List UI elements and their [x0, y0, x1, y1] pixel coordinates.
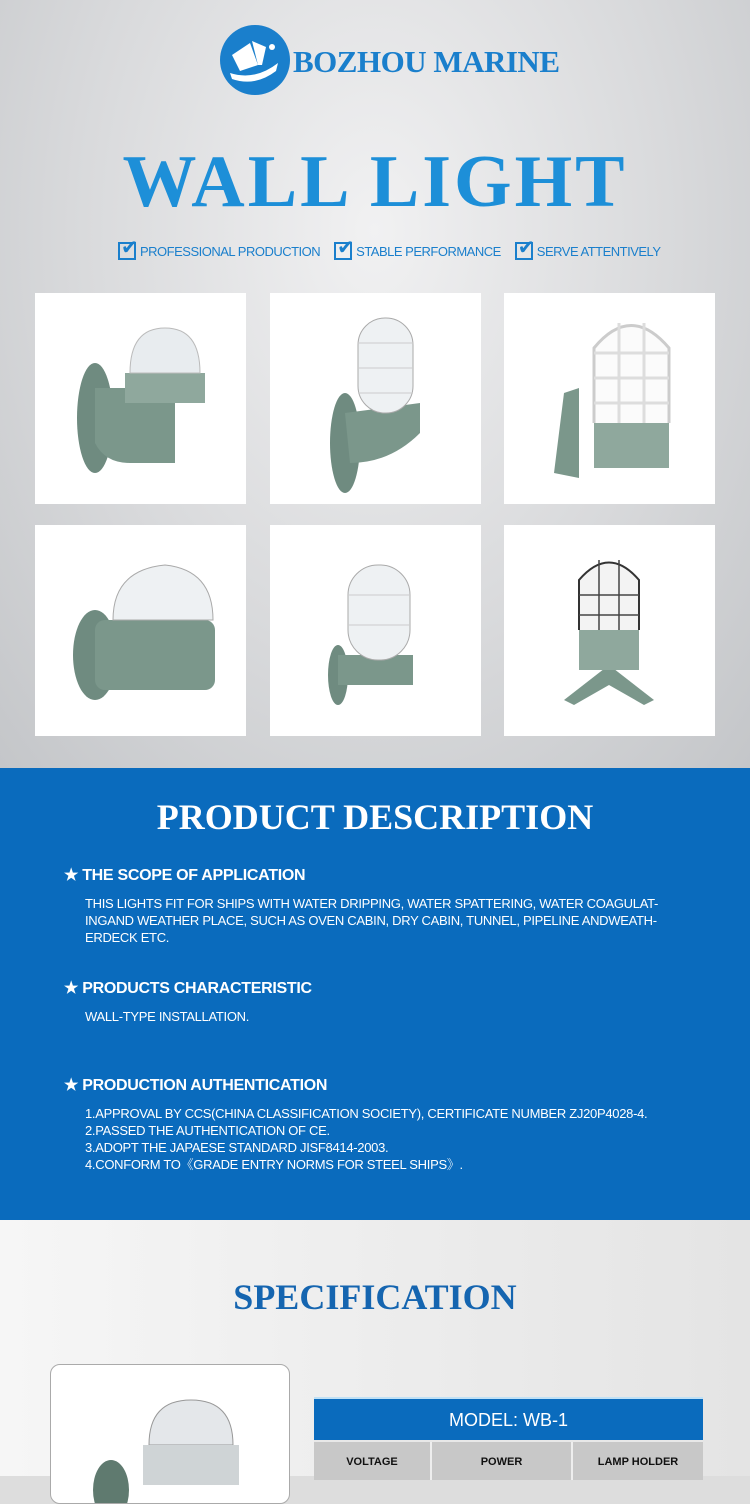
body-line: ERDECK ETC. — [85, 930, 170, 945]
product-description-section — [0, 768, 750, 1220]
section-body — [85, 895, 695, 946]
column-header: POWER — [432, 1442, 573, 1480]
table-header-row — [314, 1440, 703, 1480]
section-heading: ★ THE SCOPE OF APPLICATION — [64, 867, 306, 884]
column-header: VOLTAGE — [314, 1442, 432, 1480]
ship-logo-icon — [220, 25, 290, 95]
feature-item — [118, 242, 320, 260]
specification-section — [0, 1220, 750, 1476]
heading-text: PRODUCTS CHARACTERISTIC — [82, 980, 312, 997]
section-title: PRODUCT DESCRIPTION — [156, 797, 594, 837]
product-image-2[interactable] — [270, 293, 481, 504]
section-heading: ★ PRODUCTS CHARACTERISTIC — [64, 980, 312, 997]
feature-item — [515, 242, 661, 260]
feature-label: PROFESSIONAL PRODUCTION — [140, 243, 321, 259]
body-line: WALL-TYPE INSTALLATION. — [85, 1009, 250, 1024]
body-line: THIS LIGHTS FIT FOR SHIPS WITH WATER DRIPPING, WATER SPATTERING, WATER COAGULAT- — [85, 896, 659, 911]
section-body — [85, 1008, 695, 1025]
product-image-5[interactable] — [270, 525, 481, 736]
heading-text: PRODUCTION AUTHENTICATION — [82, 1077, 328, 1094]
page-title: WALL LIGHT — [122, 141, 628, 223]
product-image-4[interactable] — [35, 525, 246, 736]
section-title: SPECIFICATION — [233, 1277, 517, 1317]
product-image-1[interactable] — [35, 293, 246, 504]
feature-label: SERVE ATTENTIVELY — [536, 243, 661, 259]
checkbox-icon — [118, 242, 136, 260]
checkbox-icon — [334, 242, 352, 260]
section-body — [85, 1105, 695, 1173]
model-header: MODEL: WB-1 — [314, 1397, 703, 1440]
checkbox-icon — [515, 242, 533, 260]
feature-list — [118, 242, 661, 260]
spec-product-image — [50, 1364, 290, 1504]
section-heading: ★ PRODUCTION AUTHENTICATION — [64, 1077, 328, 1094]
product-image-3[interactable] — [504, 293, 715, 504]
column-header: LAMP HOLDER — [597, 1456, 679, 1468]
feature-item — [334, 242, 501, 260]
body-line: INGAND WEATHER PLACE, SUCH AS OVEN CABIN, DRY CABIN, TUNNEL, PIPELINE ANDWEATH- — [85, 913, 657, 928]
brand-name: BOZHOU MARINE — [293, 44, 560, 79]
product-image-6[interactable] — [504, 525, 715, 736]
body-line: 4.CONFORM TO《GRADE ENTRY NORMS FOR STEEL SHIPS》. — [85, 1157, 463, 1172]
feature-label: STABLE PERFORMANCE — [356, 243, 501, 259]
body-line: 1.APPROVAL BY CCS(CHINA CLASSIFICATION SOCIETY), CERTIFICATE NUMBER ZJ20P4028-4. — [85, 1106, 648, 1121]
body-line: 3.ADOPT THE JAPAESE STANDARD JISF8414-2003. — [85, 1140, 389, 1155]
spec-table — [314, 1397, 703, 1480]
body-line: 2.PASSED THE AUTHENTICATION OF CE. — [85, 1123, 330, 1138]
heading-text: THE SCOPE OF APPLICATION — [82, 867, 306, 884]
